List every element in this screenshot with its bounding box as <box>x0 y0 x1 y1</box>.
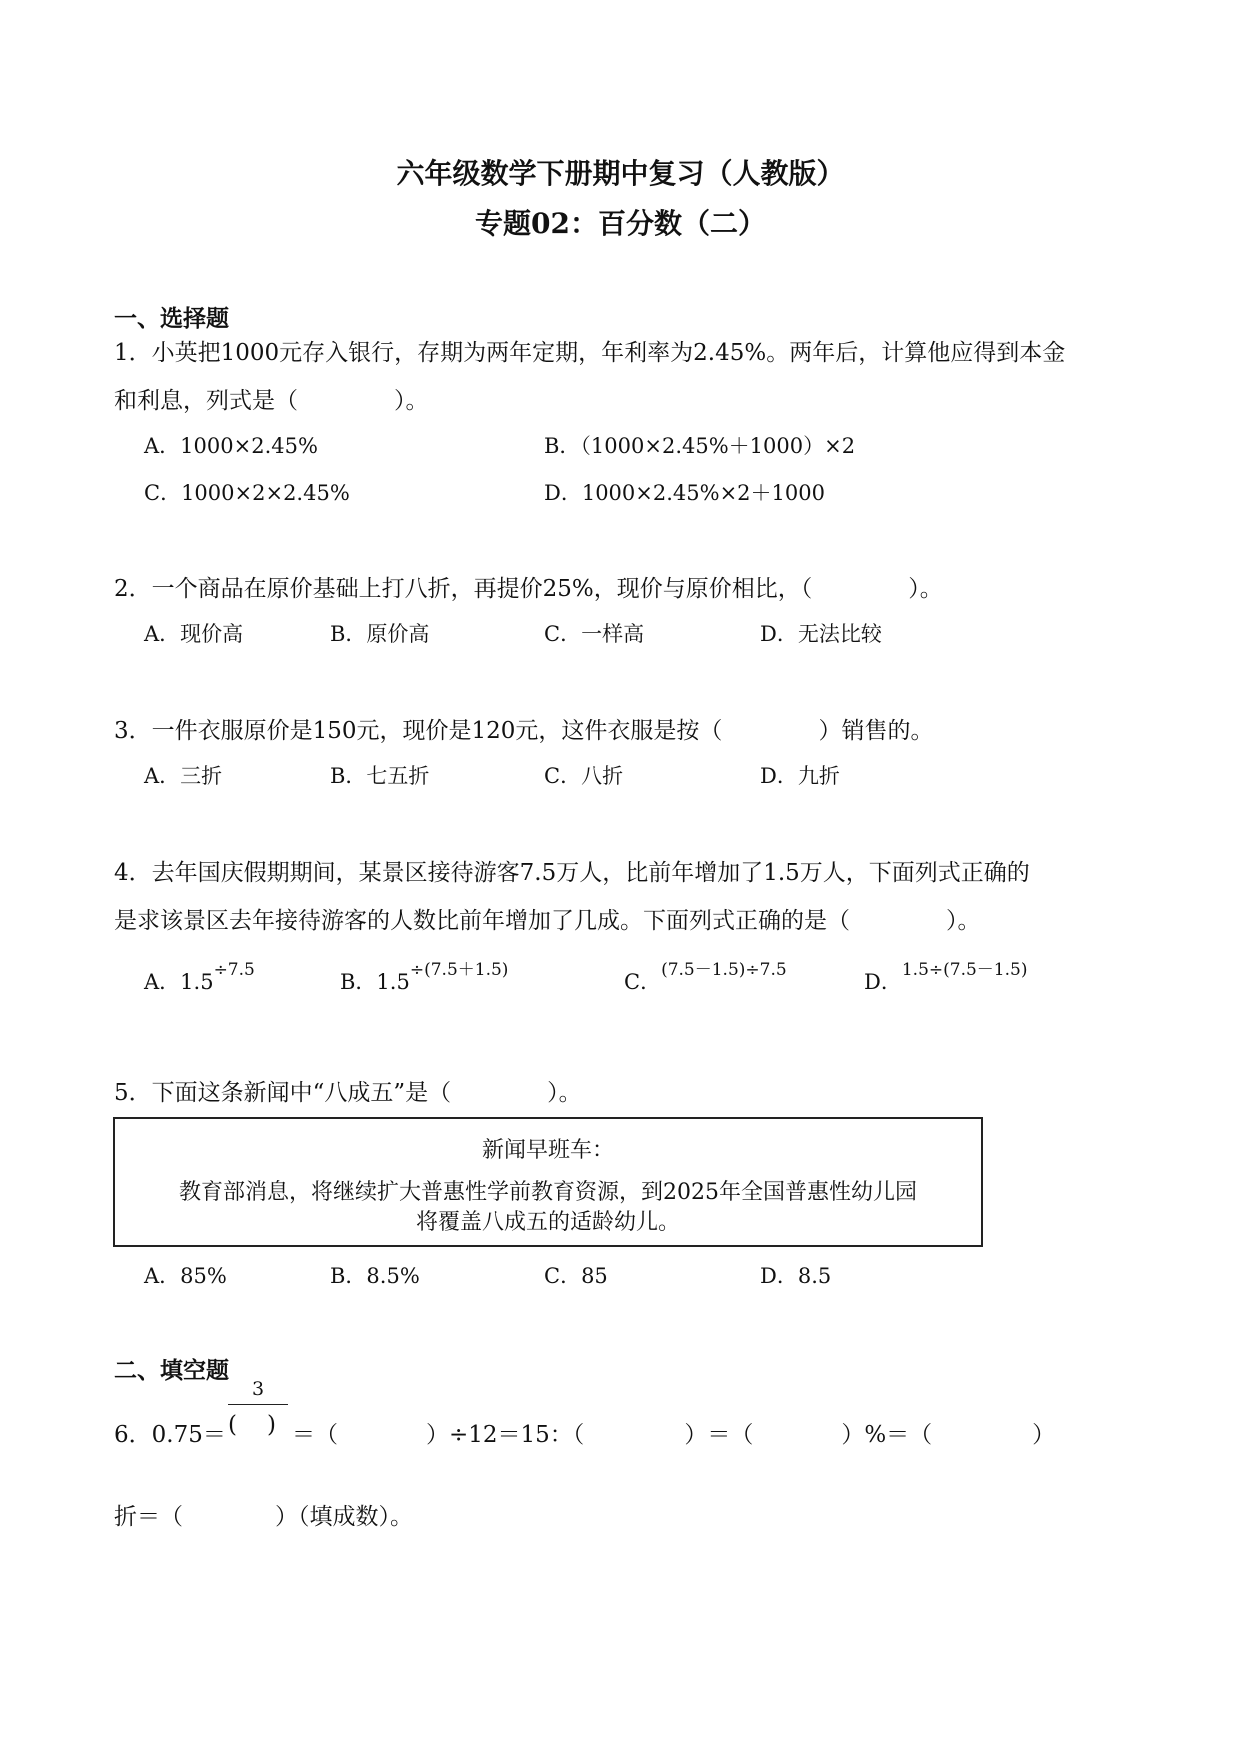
option-b-expression: ÷(7.5＋1.5) <box>409 960 509 980</box>
news-body <box>115 1178 981 1238</box>
option-d-expression: 1.5÷(7.5－1.5) <box>901 960 1028 980</box>
option-a <box>144 960 255 996</box>
option-c: C．一样高 <box>544 622 645 646</box>
option-c: C．85 <box>544 1264 608 1288</box>
fraction-denominator <box>228 1412 276 1438</box>
question-4-prompt: 是求该景区去年接待游客的人数比前年增加了几成。下面列式正确的是（ <box>114 908 850 934</box>
option-d <box>864 960 1028 996</box>
question-3-prompt: 3．一件衣服原价是150元，现价是120元，这件衣服是按（ <box>114 718 723 744</box>
chain-part-5: ） <box>1032 1422 1056 1448</box>
page-subtitle: 专题02：百分数（二） <box>475 207 766 240</box>
fraction-bar <box>228 1404 288 1405</box>
question-3-end: ）销售的。 <box>818 718 934 744</box>
option-c: C．1000×2×2.45% <box>144 481 350 505</box>
option-a: A．1000×2.45% <box>144 434 318 458</box>
option-b: B．七五折 <box>330 764 430 788</box>
paren-close: ) <box>266 1412 276 1438</box>
fraction-numerator: 3 <box>251 1378 265 1400</box>
news-line-2: 将覆盖八成五的适龄幼儿。 <box>415 1210 680 1235</box>
section-heading-choice: 一、选择题 <box>114 305 229 332</box>
question-1-prompt: 和利息，列式是（ <box>114 388 298 414</box>
chain-part-1: ＝（ <box>292 1422 338 1448</box>
option-c: C．八折 <box>544 764 624 788</box>
fraction <box>226 1378 290 1444</box>
option-a: A．三折 <box>144 764 223 788</box>
question-5-prompt: 5．下面这条新闻中“八成五”是（ <box>114 1080 452 1106</box>
question-6-line2 <box>114 1498 413 1531</box>
question-2-end: ）。 <box>908 576 943 602</box>
page-title: 六年级数学下册期中复习（人教版） <box>396 157 845 190</box>
question-6-line2-start: 折＝（ <box>114 1504 183 1530</box>
question-6-chain <box>292 1416 1055 1449</box>
question-6-prefix: 6．0.75＝ <box>114 1422 226 1448</box>
question-3-text <box>114 712 933 745</box>
question-6-line2-end: ）（填成数）。 <box>275 1504 413 1530</box>
option-a-expression: ÷7.5 <box>213 960 255 980</box>
question-5-end: ）。 <box>547 1080 582 1106</box>
question-2-text <box>114 570 943 603</box>
option-d: D．九折 <box>760 764 840 788</box>
option-d: D．1000×2.45%×2＋1000 <box>544 481 825 505</box>
chain-part-2: ）÷12＝15：（ <box>426 1422 585 1448</box>
option-a: A．现价高 <box>144 622 244 646</box>
question-4-line2 <box>114 902 981 935</box>
option-b-label: B．1.5 <box>340 970 410 994</box>
option-b: B．（1000×2.45%＋1000）×2 <box>544 434 856 458</box>
option-d: D．8.5 <box>760 1264 832 1288</box>
option-c-label: C． <box>624 970 662 994</box>
question-2-prompt: 2．一个商品在原价基础上打八折，再提价25%，现价与原价相比，（ <box>114 576 813 602</box>
option-a: A．85% <box>144 1264 227 1288</box>
section-heading-fill: 二、填空题 <box>114 1357 229 1384</box>
option-b: B．8.5% <box>330 1264 420 1288</box>
question-1-line2 <box>114 382 429 415</box>
news-box <box>113 1117 983 1247</box>
option-d: D．无法比较 <box>760 622 882 646</box>
option-b: B．原价高 <box>330 622 430 646</box>
chain-part-3: ）＝（ <box>684 1422 754 1448</box>
question-1-text: 1．小英把1000元存入银行，存期为两年定期，年利率为2.45%。两年后，计算他应得到本金 <box>114 340 1066 366</box>
option-c <box>624 960 787 996</box>
chain-part-4: ）%＝（ <box>841 1422 933 1448</box>
question-1-end: ）。 <box>394 388 429 414</box>
paren-open: ( <box>228 1412 237 1438</box>
option-d-label: D． <box>864 970 902 994</box>
option-b <box>340 960 509 996</box>
question-5-text <box>114 1074 582 1107</box>
news-title: 新闻早班车： <box>481 1138 614 1163</box>
option-c-expression: (7.5－1.5)÷7.5 <box>661 960 787 980</box>
question-4-end: ）。 <box>946 908 981 934</box>
question-4-text: 4．去年国庆假期期间，某景区接待游客7.5万人，比前年增加了1.5万人，下面列式正确的 <box>114 860 1030 886</box>
option-a-label: A．1.5 <box>144 970 214 994</box>
news-line-1: 教育部消息，将继续扩大普惠性学前教育资源，到2025年全国普惠性幼儿园 <box>179 1180 917 1205</box>
